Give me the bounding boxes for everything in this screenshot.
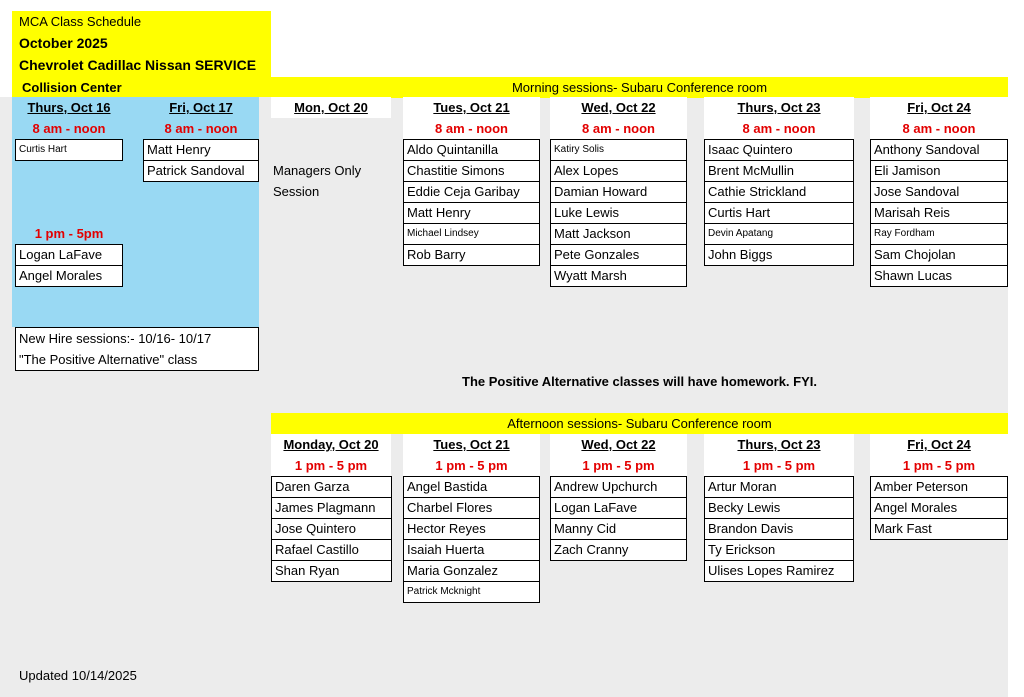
morning-wed-time: 8 am - noon xyxy=(550,118,687,139)
afternoon-thu-day: Thurs, Oct 23 xyxy=(704,434,854,455)
new-hire-note-line1: New Hire sessions:- 10/16- 10/17 xyxy=(19,331,212,346)
list-item: Amber Peterson xyxy=(870,476,1008,498)
list-item: Sam Chojolan xyxy=(870,244,1008,266)
morning-wed-day: Wed, Oct 22 xyxy=(550,97,687,118)
afternoon-tue-day: Tues, Oct 21 xyxy=(403,434,540,455)
list-item: Wyatt Marsh xyxy=(550,265,687,287)
list-item: Chastitie Simons xyxy=(403,160,540,182)
list-item: Alex Lopes xyxy=(550,160,687,182)
morning-tue-day: Tues, Oct 21 xyxy=(403,97,540,118)
afternoon-banner: Afternoon sessions- Subaru Conference room xyxy=(271,413,1008,434)
afternoon-wed-day: Wed, Oct 22 xyxy=(550,434,687,455)
list-item: Rafael Castillo xyxy=(271,539,392,561)
morning-mon-day: Mon, Oct 20 xyxy=(271,97,391,118)
list-item: Ray Fordham xyxy=(870,223,1008,245)
list-item: Matt Henry xyxy=(403,202,540,224)
new-hire-fri-morning-time: 8 am - noon xyxy=(164,121,238,136)
list-item: Isaac Quintero xyxy=(704,139,854,161)
list-item: Patrick Mcknight xyxy=(403,581,540,603)
list-item: Angel Bastida xyxy=(403,476,540,498)
afternoon-mon-time: 1 pm - 5 pm xyxy=(271,455,391,476)
afternoon-fri-time: 1 pm - 5 pm xyxy=(870,455,1008,476)
list-item: Rob Barry xyxy=(403,244,540,266)
afternoon-wed-time: 1 pm - 5 pm xyxy=(550,455,687,476)
morning-banner: Morning sessions- Subaru Conference room xyxy=(271,77,1008,98)
list-item: Michael Lindsey xyxy=(403,223,540,245)
list-item: Logan LaFave xyxy=(550,497,687,519)
list-item: Patrick Sandoval xyxy=(143,160,259,182)
list-item: Matt Jackson xyxy=(550,223,687,245)
morning-tue-time: 8 am - noon xyxy=(403,118,540,139)
dealer-name: Chevrolet Cadillac Nissan SERVICE xyxy=(19,57,257,73)
list-item: Marisah Reis xyxy=(870,202,1008,224)
afternoon-fri-day: Fri, Oct 24 xyxy=(870,434,1008,455)
list-item: Hector Reyes xyxy=(403,518,540,540)
list-item: Curtis Hart xyxy=(704,202,854,224)
list-item: Eli Jamison xyxy=(870,160,1008,182)
afternoon-tue-time: 1 pm - 5 pm xyxy=(403,455,540,476)
managers-only-note-2: Session xyxy=(273,184,320,199)
list-item: Charbel Flores xyxy=(403,497,540,519)
list-item: Ulises Lopes Ramirez xyxy=(704,560,854,582)
list-item: Brandon Davis xyxy=(704,518,854,540)
list-item: Angel Morales xyxy=(15,265,123,287)
afternoon-mon-day: Monday, Oct 20 xyxy=(271,434,391,455)
morning-thu-time: 8 am - noon xyxy=(704,118,854,139)
schedule-month: October 2025 xyxy=(19,35,108,51)
new-hire-fri-day: Fri, Oct 17 xyxy=(169,100,233,115)
list-item: Jose Sandoval xyxy=(870,181,1008,203)
list-item: Pete Gonzales xyxy=(550,244,687,266)
list-item: Aldo Quintanilla xyxy=(403,139,540,161)
list-item: Zach Cranny xyxy=(550,539,687,561)
list-item: Daren Garza xyxy=(271,476,392,498)
list-item: Andrew Upchurch xyxy=(550,476,687,498)
list-item: Eddie Ceja Garibay xyxy=(403,181,540,203)
list-item: John Biggs xyxy=(704,244,854,266)
morning-fri-time: 8 am - noon xyxy=(870,118,1008,139)
list-item: Katiry Solis xyxy=(550,139,687,161)
morning-thu-day: Thurs, Oct 23 xyxy=(704,97,854,118)
managers-only-note: Managers Only xyxy=(273,163,362,178)
list-item: Manny Cid xyxy=(550,518,687,540)
list-item: Matt Henry xyxy=(143,139,259,161)
afternoon-thu-time: 1 pm - 5 pm xyxy=(704,455,854,476)
homework-note: The Positive Alternative classes will have homework. FYI. xyxy=(462,374,817,389)
list-item: Becky Lewis xyxy=(704,497,854,519)
list-item: Maria Gonzalez xyxy=(403,560,540,582)
new-hire-note-line2: "The Positive Alternative" class xyxy=(19,352,198,367)
list-item: Logan LaFave xyxy=(15,244,123,266)
list-item: Cathie Strickland xyxy=(704,181,854,203)
list-item: Artur Moran xyxy=(704,476,854,498)
schedule-title: MCA Class Schedule xyxy=(19,14,142,29)
list-item: Curtis Hart xyxy=(15,139,123,161)
morning-fri-day: Fri, Oct 24 xyxy=(870,97,1008,118)
center-name: Collision Center xyxy=(22,80,122,95)
new-hire-thu-afternoon-time: 1 pm - 5pm xyxy=(34,226,104,241)
list-item: Luke Lewis xyxy=(550,202,687,224)
list-item: Mark Fast xyxy=(870,518,1008,540)
new-hire-thu-day: Thurs, Oct 16 xyxy=(27,100,111,115)
new-hire-note-box xyxy=(15,327,259,371)
list-item: Brent McMullin xyxy=(704,160,854,182)
list-item: Damian Howard xyxy=(550,181,687,203)
list-item: James Plagmann xyxy=(271,497,392,519)
list-item: Anthony Sandoval xyxy=(870,139,1008,161)
list-item: Isaiah Huerta xyxy=(403,539,540,561)
list-item: Ty Erickson xyxy=(704,539,854,561)
updated-date: Updated 10/14/2025 xyxy=(19,668,137,683)
list-item: Shawn Lucas xyxy=(870,265,1008,287)
list-item: Shan Ryan xyxy=(271,560,392,582)
new-hire-thu-morning-time: 8 am - noon xyxy=(32,121,106,136)
list-item: Angel Morales xyxy=(870,497,1008,519)
list-item: Devin Apatang xyxy=(704,223,854,245)
list-item: Jose Quintero xyxy=(271,518,392,540)
